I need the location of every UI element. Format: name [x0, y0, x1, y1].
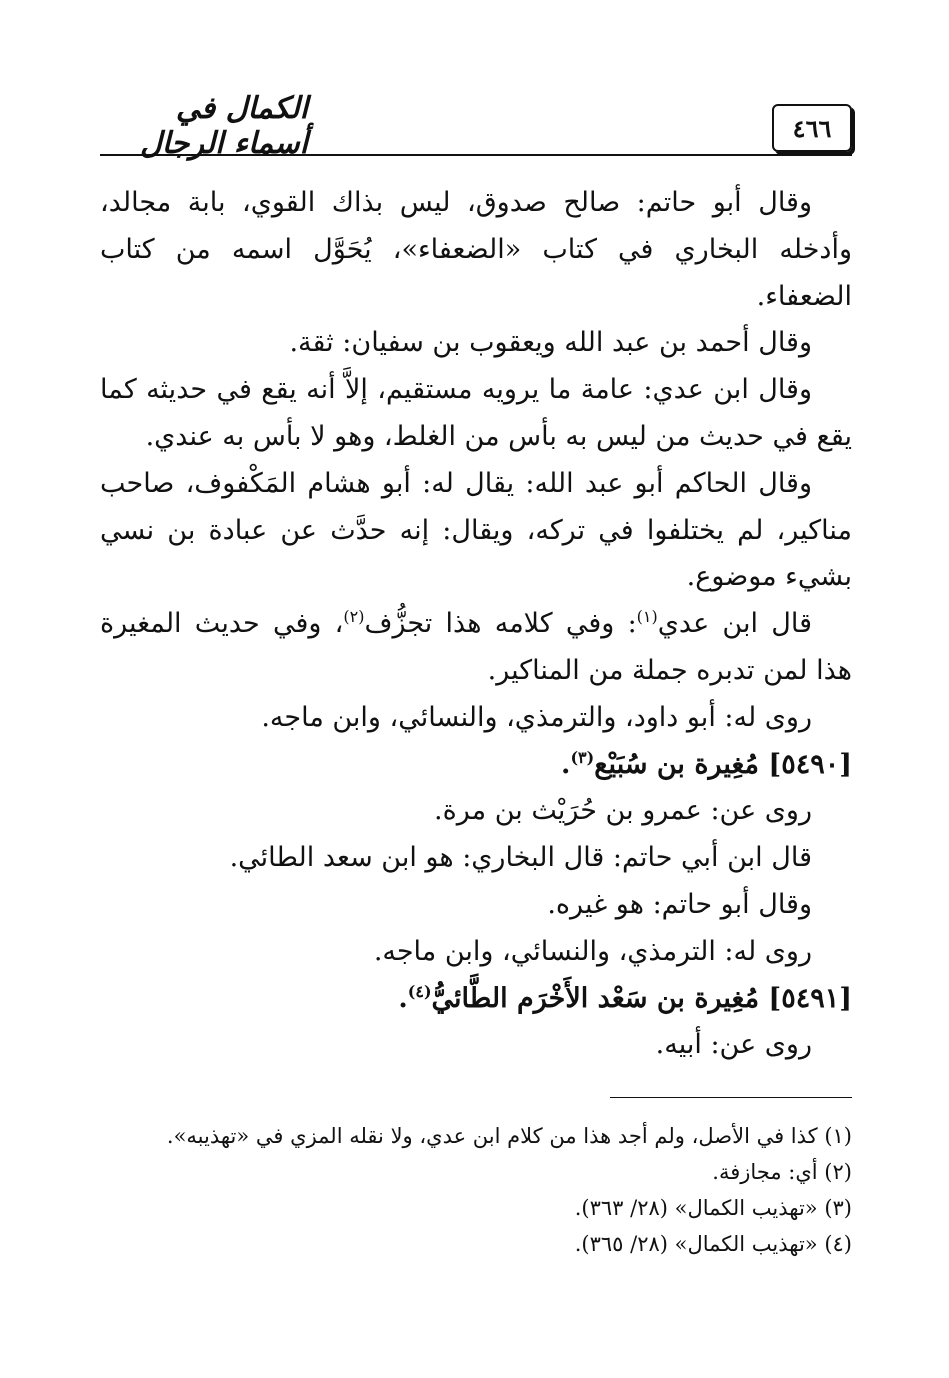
paragraph-with-notes: [100, 601, 852, 695]
page-number: ٤٦٦: [792, 113, 832, 143]
entry-end: .: [561, 748, 571, 780]
paragraph: روى له: الترمذي، والنسائي، وابن ماجه.: [373, 935, 812, 967]
footnote-ref-4[interactable]: (٤): [407, 981, 432, 1001]
text-run: قال ابن عدي: [657, 608, 813, 640]
entry-heading-5491: [100, 976, 852, 1023]
footnote-2: (٢) أي: مجازفة.: [712, 1160, 852, 1184]
entry-end: .: [398, 982, 408, 1014]
footnote-3: (٣) «تهذيب الكمال» (٢٨/ ٣٦٣).: [574, 1196, 852, 1220]
entry-title: [٥٤٩١] مُغِيرة بن سَعْد الأَخْرَم الطَّائيُّ: [431, 982, 852, 1014]
paragraph: روى عن: أبيه.: [655, 1029, 812, 1061]
footnotes: [100, 1118, 852, 1262]
entry-title: [٥٤٩٠] مُغِيرة بن سُبَيْع: [594, 748, 852, 780]
footnote-1: (١) كذا في الأصل، ولم أجد هذا من كلام ابن عدي، ولا نقله المزي في «تهذيبه».: [166, 1124, 852, 1148]
footnote-4: (٤) «تهذيب الكمال» (٢٨/ ٣٦٥).: [574, 1232, 852, 1256]
entry-heading-5490: [100, 742, 852, 789]
header-rule: [100, 154, 852, 156]
main-text: [100, 180, 852, 1069]
paragraph: وقال الحاكم أبو عبد الله: يقال له: أبو هشام المَكْفوف، صاحب مناكير، لم يختلفوا في تركه، ويقال: إنه حدَّث عن عبادة بن نسي بشيء موضوع.: [100, 467, 852, 593]
footnote-rule: [610, 1097, 852, 1098]
text-run: ، وفي حديث المغيرة هذا لمن تدبره جملة من المناكير.: [100, 608, 852, 686]
paragraph: وقال أبو حاتم: صالح صدوق، ليس بذاك القوي، بابة مجالد، وأدخله البخاري في كتاب «الضعفاء»، يُحَوَّل اسمه من كتاب الضعفاء.: [100, 187, 852, 312]
page-header: [100, 91, 852, 161]
paragraph: قال ابن أبي حاتم: قال البخاري: هو ابن سعد الطائي.: [229, 842, 812, 874]
paragraph: روى عن: عمرو بن حُرَيْث بن مرة.: [434, 795, 812, 827]
footnote-ref-3[interactable]: (٣): [570, 747, 595, 767]
page-number-box: [772, 104, 852, 152]
footnote-ref-2[interactable]: (٢): [343, 607, 365, 627]
footnote-ref-1[interactable]: (١): [636, 607, 658, 627]
paragraph: وقال أحمد بن عبد الله ويعقوب بن سفيان: ثقة.: [289, 327, 812, 359]
paragraph: وقال أبو حاتم: هو غيره.: [547, 888, 812, 920]
book-title-calligraphy: الكمال في أسماء الرجال: [139, 91, 308, 161]
paragraph: وقال ابن عدي: عامة ما يرويه مستقيم، إلاَّ أنه يقع في حديثه كما يقع في حديث من ليس به بأس من الغلط، وهو لا بأس به عندي.: [100, 374, 852, 452]
paragraph: روى له: أبو داود، والترمذي، والنسائي، وابن ماجه.: [261, 701, 812, 733]
text-run: : وفي كلامه هذا تجزُّف: [364, 608, 637, 640]
